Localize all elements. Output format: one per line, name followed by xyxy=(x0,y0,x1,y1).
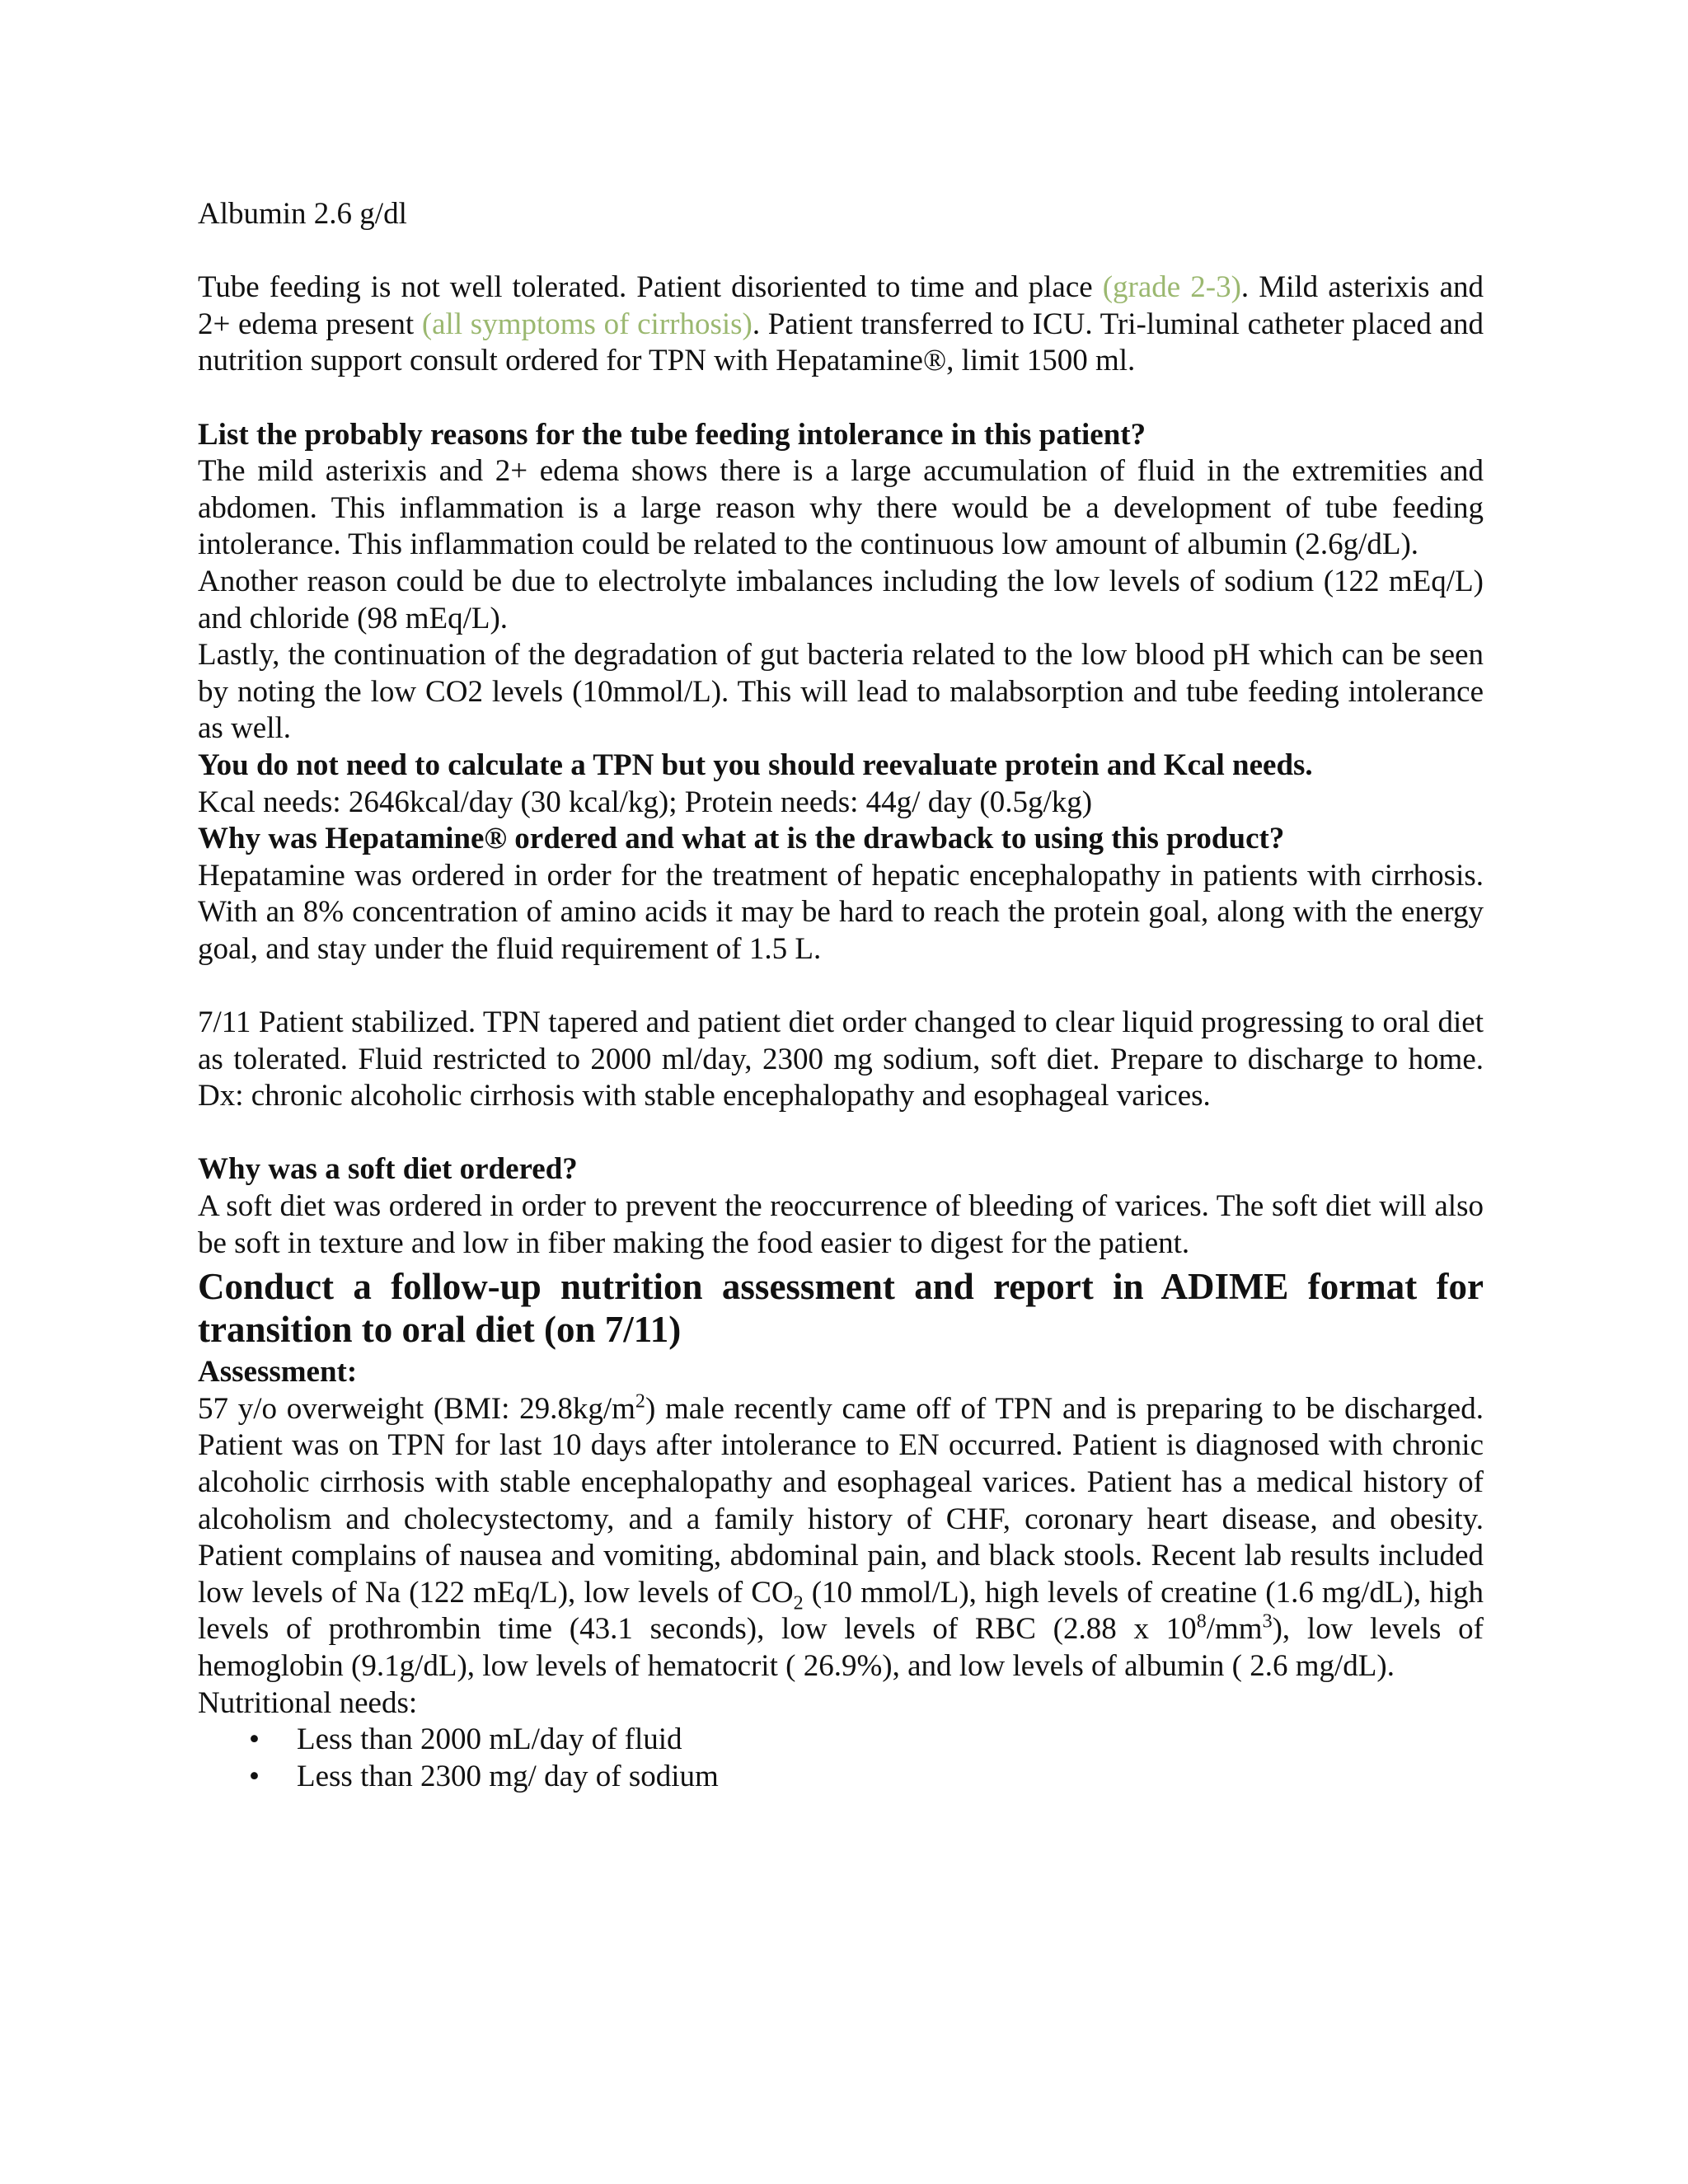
spacer xyxy=(198,1115,1484,1152)
superscript: 3 xyxy=(1262,1611,1273,1633)
answer-needs: Kcal needs: 2646kcal/day (30 kcal/kg); Protein needs: 44g/ day (0.5g/kg) xyxy=(198,785,1093,819)
text-run: 57 y/o overweight (BMI: 29.8kg/m xyxy=(198,1391,635,1426)
annotation-grade: (grade 2-3) xyxy=(1102,270,1241,305)
superscript: 2 xyxy=(635,1390,645,1413)
text-run: (10 mmol/L), high levels of creatine (1.6 mg/dL), high levels of prothrombin time (43.1 seconds), low levels of RBC (2.88 x 10 xyxy=(198,1575,1484,1647)
list-item xyxy=(198,1722,1484,1759)
answer-intolerance-2: Another reason could be due to electrolyte imbalances including the low levels of sodium (122 mEq/L) and chloride (98 mEq/L). xyxy=(198,564,1484,635)
superscript: 8 xyxy=(1196,1611,1207,1633)
assessment-label: Assessment: xyxy=(198,1355,358,1390)
text-run: . Mild asterixis and 2+ edema present xyxy=(198,270,1484,341)
annotation-symptoms: (all symptoms of cirrhosis) xyxy=(421,307,753,341)
clinical-update-paragraph xyxy=(198,269,1484,380)
albumin-line: Albumin 2.6 g/dl xyxy=(198,197,407,231)
text-run: Tube feeding is not well tolerated. Patient disoriented to time and place xyxy=(198,270,1103,305)
spacer xyxy=(198,968,1484,1005)
nutritional-needs-label: Nutritional needs: xyxy=(198,1685,418,1720)
answer-intolerance-3: Lastly, the continuation of the degradation of gut bacteria related to the low blood pH which can be seen by noting the low CO2 levels (10mmol/L). This will lead to malabsorption and tube feeding intolerance as well. xyxy=(198,638,1484,746)
text-run: ), low levels of hemoglobin (9.1g/dL), low levels of hematocrit ( 26.9%), and low levels of albumin ( 2.6 mg/dL). xyxy=(198,1612,1484,1683)
document-page xyxy=(198,196,1484,1795)
question-intolerance: List the probably reasons for the tube feeding intolerance in this patient? xyxy=(198,417,1146,452)
list-item xyxy=(198,1759,1484,1796)
note-7-11: 7/11 Patient stabilized. TPN tapered and patient diet order changed to clear liquid progressing to oral diet as tolerated. Fluid restricted to 2000 ml/day, 2300 mg sodium, soft diet. Prepare to discharge to home. Dx: chronic alcoholic cirrhosis with stable encephalopathy and esophageal varices. xyxy=(198,1005,1484,1113)
list-item-text: Less than 2000 mL/day of fluid xyxy=(297,1722,682,1757)
text-run: /mm xyxy=(1206,1612,1263,1647)
question-needs: You do not need to calculate a TPN but you should reevaluate protein and Kcal needs. xyxy=(198,748,1313,782)
assessment-paragraph xyxy=(198,1391,1484,1685)
question-soft-diet: Why was a soft diet ordered? xyxy=(198,1152,578,1187)
spacer xyxy=(198,380,1484,417)
spacer xyxy=(198,233,1484,270)
list-item-text: Less than 2300 mg/ day of sodium xyxy=(297,1759,719,1793)
bullet-icon: • xyxy=(249,1759,260,1793)
answer-hepatamine: Hepatamine was ordered in order for the treatment of hepatic encephalopathy in patients with cirrhosis. With an 8% concentration of amino acids it may be hard to reach the protein goal, along with the energy goal, and stay under the fluid requirement of 1.5 L. xyxy=(198,858,1484,966)
nutritional-needs-list xyxy=(198,1722,1484,1795)
answer-intolerance-1: The mild asterixis and 2+ edema shows there is a large accumulation of fluid in the extremities and abdomen. This inflammation is a large reason why there would be a development of tube feeding intolerance. This inflammation could be related to the continuous low amount of albumin (2.6g/dL). xyxy=(198,454,1484,562)
subscript: 2 xyxy=(793,1592,804,1615)
bullet-icon: • xyxy=(249,1722,260,1757)
text-run: ) male recently came off of TPN and is preparing to be discharged. Patient was on TPN for last 10 days after intolerance to EN occurred. Patient is diagnosed with chronic alcoholic cirrhosis with stable encephalopathy and esophageal varices. Patient has a medical history of alcoholism and cholecystectomy, and a family history of CHF, coronary heart disease, and obesity. Patient complains of nausea and vomiting, abdominal pain, and black stools. Recent lab results included low levels of Na (122 mEq/L), low levels of CO xyxy=(198,1391,1484,1610)
question-hepatamine: Why was Hepatamine® ordered and what at is the drawback to using this product? xyxy=(198,822,1285,856)
text-run: . Patient transferred to ICU. Tri-luminal catheter placed and nutrition support consult ordered for TPN with Hepatamine®, limit 1500 ml. xyxy=(198,307,1484,378)
section-heading-adime: Conduct a follow-up nutrition assessment and report in ADIME format for transition to oral diet (on 7/11) xyxy=(198,1266,1484,1351)
answer-soft-diet: A soft diet was ordered in order to prevent the reoccurrence of bleeding of varices. The soft diet will also be soft in texture and low in fiber making the food easier to digest for the patient. xyxy=(198,1189,1484,1260)
